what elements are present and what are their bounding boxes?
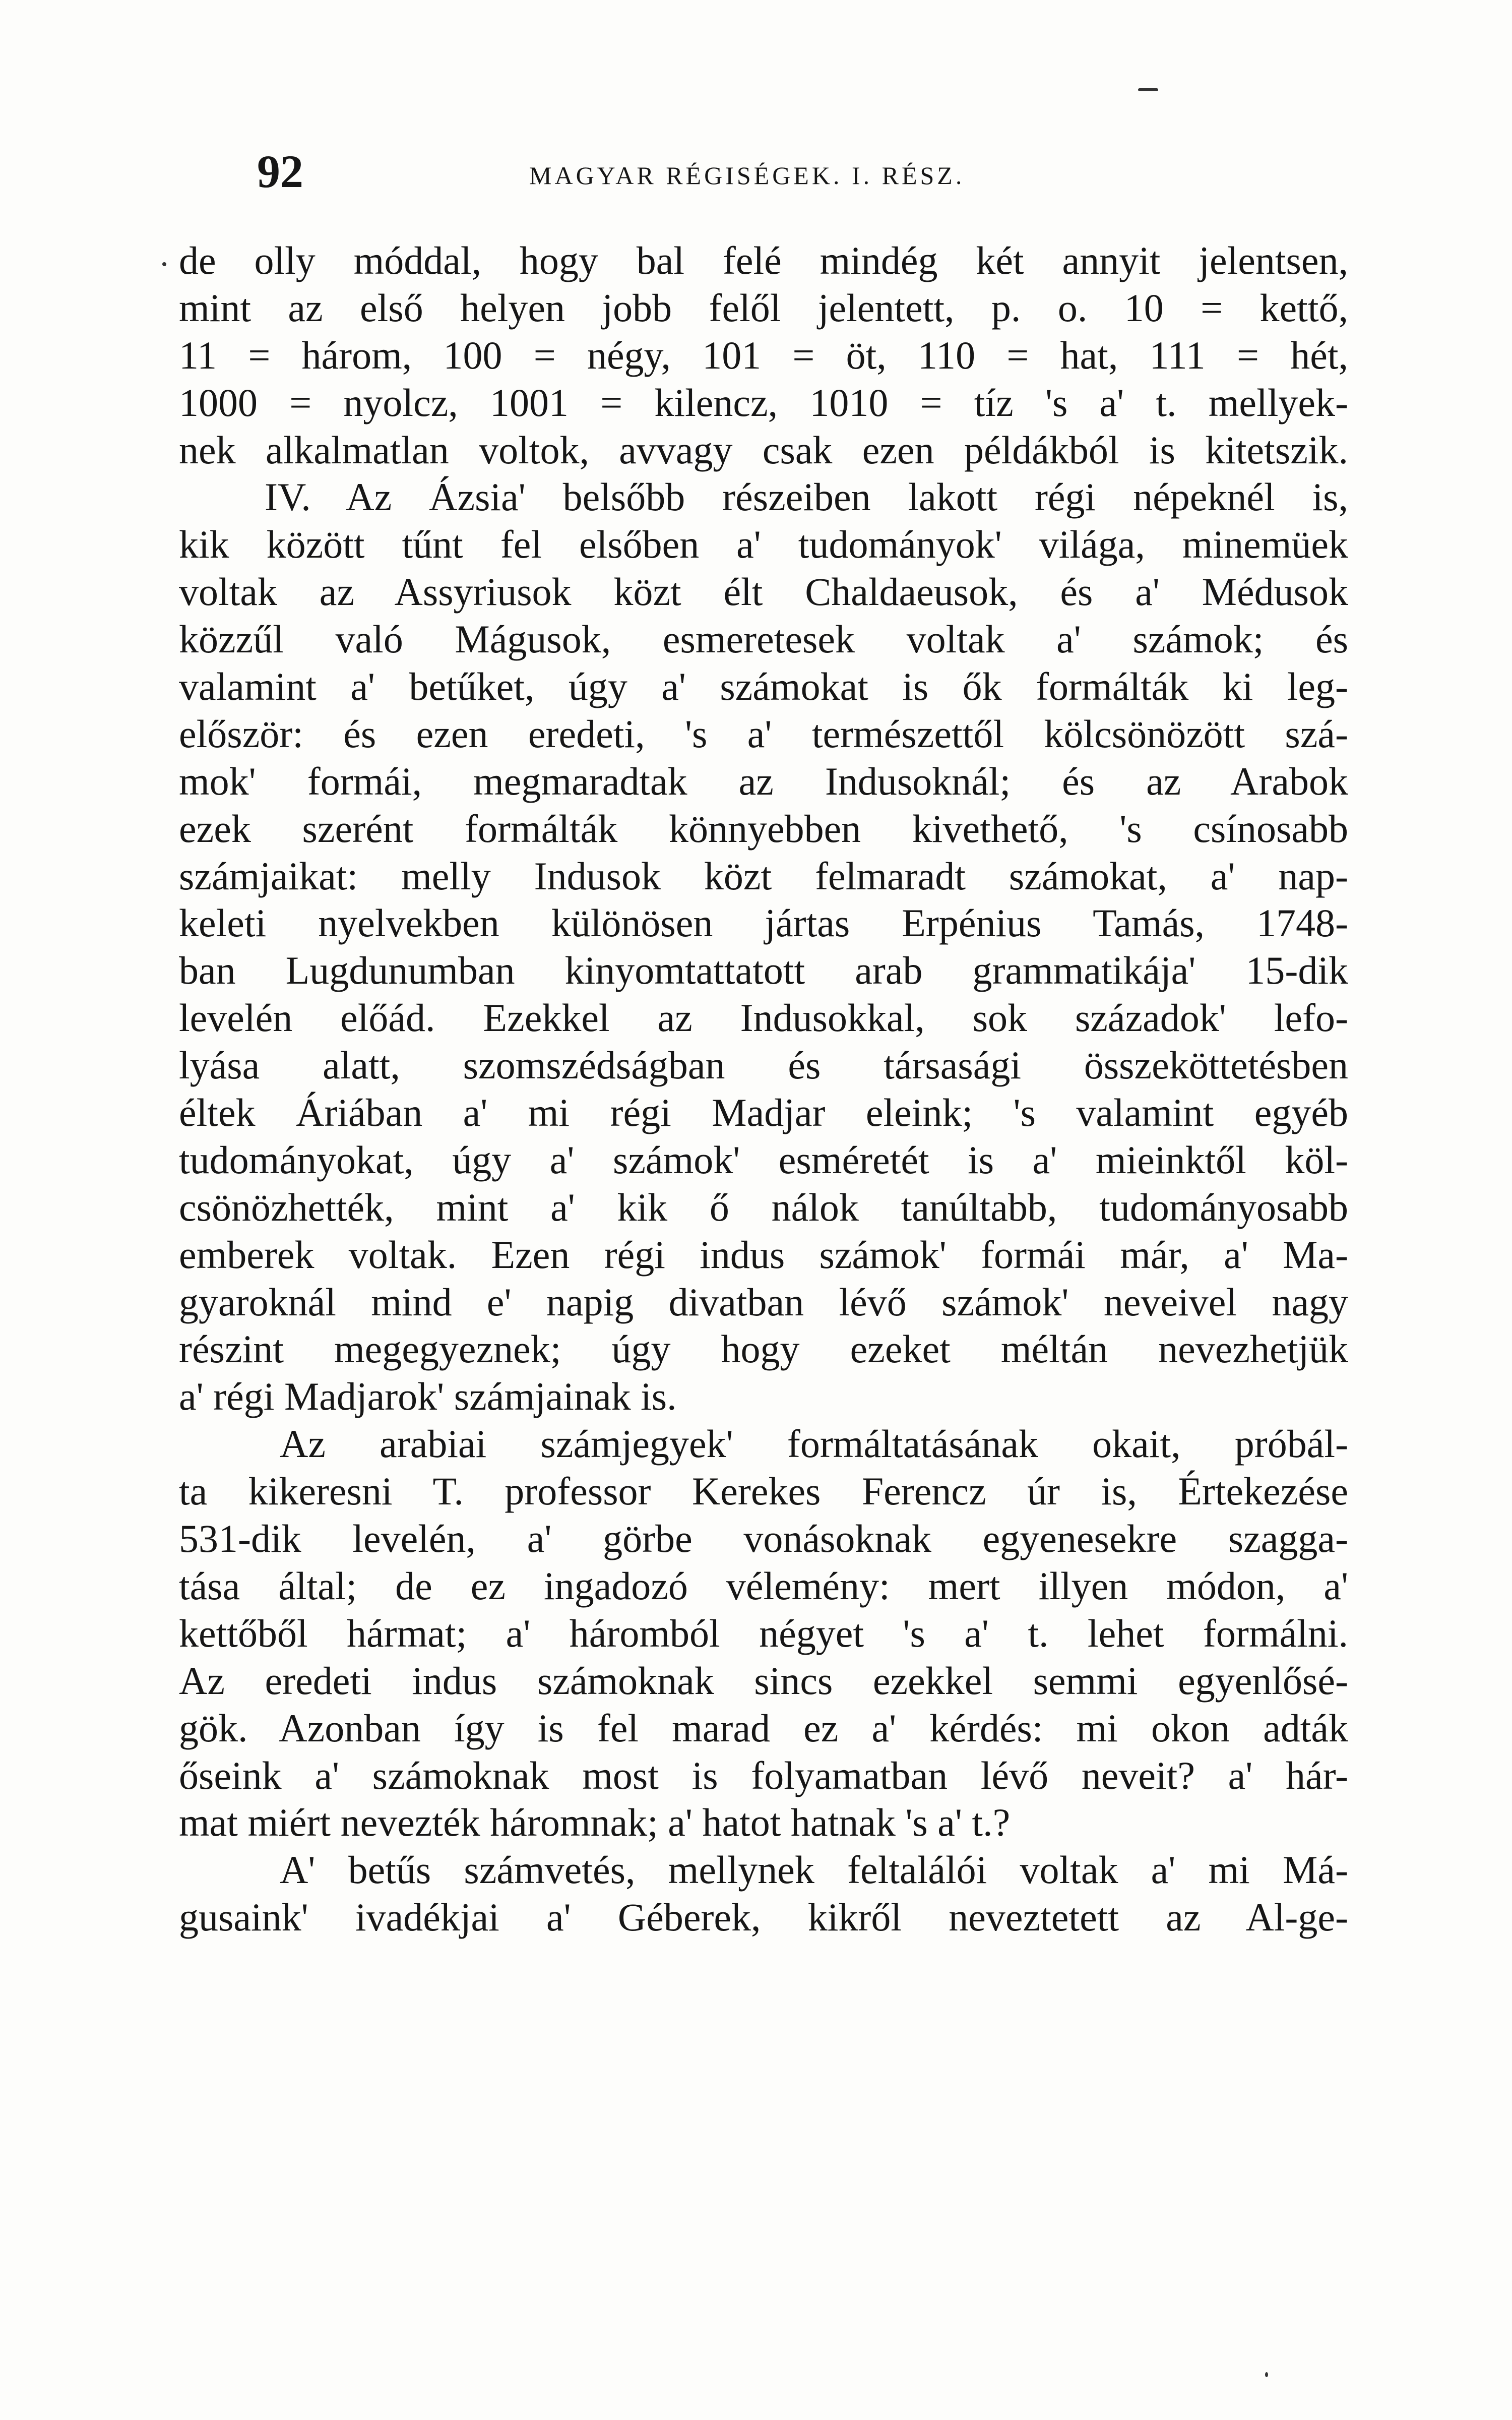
text-line: Az eredeti indus számoknak sincs ezekkel semmi egyenlősé-	[179, 1658, 1348, 1703]
text-line: 1000 = nyolcz, 1001 = kilencz, 1010 = tíz 's a' t. mellyek-	[179, 380, 1348, 425]
paragraph-start-line: Az arabiai számjegyek' formáltatásának okait, próbál-	[280, 1422, 1348, 1466]
text-line: számjaikat: melly Indusok közt felmaradt számokat, a' nap-	[179, 854, 1348, 898]
text-line: először: és ezen eredeti, 's a' természettől kölcsönözött szá-	[179, 711, 1348, 756]
text-line: csönözhették, mint a' kik ő nálok tanúltabb, tudományosabb	[179, 1185, 1348, 1229]
text-line: éltek Áriában a' mi régi Madjar eleink; 's valamint egyéb	[179, 1091, 1348, 1135]
print-speck	[1138, 88, 1158, 91]
text-line: tudományokat, úgy a' számok' esméretét is a' mieinktől köl-	[179, 1137, 1348, 1182]
text-line: részint megegyeznek; úgy hogy ezeket méltán nevezhetjük	[179, 1327, 1348, 1371]
text-line: lyása alatt, szomszédságban és társasági összeköttetésben	[179, 1043, 1348, 1087]
text-line: valamint a' betűket, úgy a' számokat is ők formálták ki leg-	[179, 664, 1348, 709]
text-line: de olly móddal, hogy bal felé mindég két annyit jelentsen,	[179, 238, 1348, 282]
paragraph-start-line: IV. Az Ázsia' belsőbb részeiben lakott régi népeknél is,	[265, 475, 1348, 519]
text-line: ta kikeresni T. professor Kerekes Ferencz úr is, Értekezése	[179, 1469, 1348, 1514]
text-line: 11 = három, 100 = négy, 101 = öt, 110 = hat, 111 = hét,	[179, 333, 1348, 377]
print-speck	[1265, 2372, 1268, 2377]
page-header	[257, 146, 1366, 202]
paragraph-end-line: mat miért nevezték háromnak; a' hatot hatnak 's a' t.?	[179, 1800, 1011, 1845]
text-line: nek alkalmatlan voltok, avvagy csak ezen példákból is kitetszik.	[179, 428, 1348, 472]
page-number: 92	[257, 146, 303, 197]
text-line: mint az első helyen jobb felől jelentett, p. o. 10 = kettő,	[179, 285, 1348, 330]
paragraph-start-line: A' betűs számvetés, mellynek feltalálói voltak a' mi Má-	[280, 1848, 1348, 1892]
print-speck	[162, 262, 166, 266]
text-line: 531-dik levelén, a' görbe vonásoknak egyenesekre szagga-	[179, 1517, 1348, 1561]
text-line: gyaroknál mind e' napig divatban lévő számok' neveivel nagy	[179, 1280, 1348, 1324]
text-line: közzűl való Mágusok, esmeretesek voltak a' számok; és	[179, 617, 1348, 661]
text-line: mok' formái, megmaradtak az Indusoknál; és az Arabok	[179, 759, 1348, 803]
text-line: levelén előád. Ezekkel az Indusokkal, sok századok' lefo-	[179, 996, 1348, 1040]
text-line: gusaink' ivadékjai a' Géberek, kikről neveztetett az Al-ge-	[179, 1895, 1348, 1940]
paragraph-end-line: a' régi Madjarok' számjainak is.	[179, 1374, 677, 1419]
text-line: kik között tűnt fel elsőben a' tudományok' világa, minemüek	[179, 522, 1348, 567]
text-line: ban Lugdunumban kinyomtattatott arab grammatikája' 15-dik	[179, 948, 1348, 993]
text-line: emberek voltak. Ezen régi indus számok' formái már, a' Ma-	[179, 1232, 1348, 1277]
text-line: gök. Azonban így is fel marad ez a' kérdés: mi okon adták	[179, 1706, 1348, 1750]
text-line: voltak az Assyriusok közt élt Chaldaeusok, és a' Médusok	[179, 570, 1348, 614]
text-line: ezek szerént formálták könnyebben kivethető, 's csínosabb	[179, 806, 1348, 851]
text-line: őseink a' számoknak most is folyamatban lévő neveit? a' hár-	[179, 1753, 1348, 1797]
text-line: tása által; de ez ingadozó vélemény: mert illyen módon, a'	[179, 1563, 1348, 1608]
running-head: MAGYAR RÉGISÉGEK. I. RÉSZ.	[529, 161, 965, 190]
text-line: keleti nyelvekben különösen jártas Erpénius Tamás, 1748-	[179, 901, 1348, 945]
body-text	[179, 237, 1348, 1941]
text-line: kettőből hármat; a' háromból négyet 's a' t. lehet formálni.	[179, 1611, 1348, 1655]
